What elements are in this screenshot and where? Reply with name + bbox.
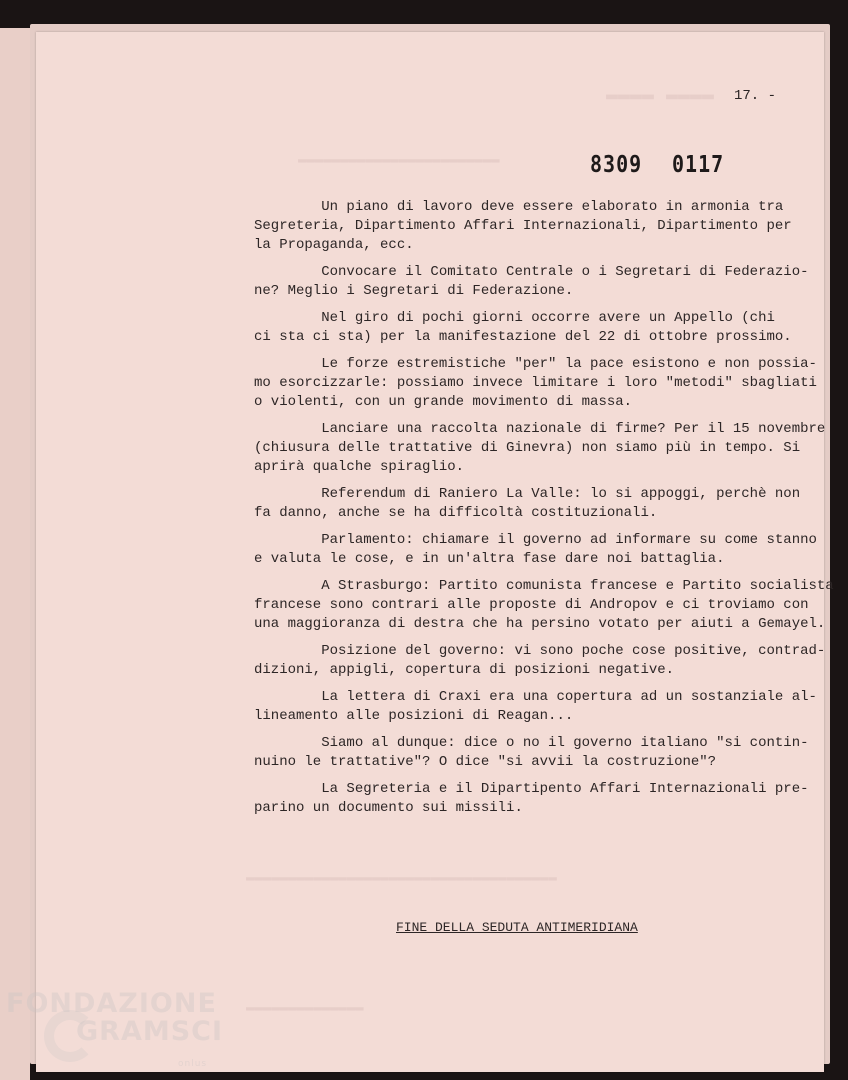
archive-stamp-right: 0117: [672, 150, 725, 178]
bleed-through: ▬▬▬▬▬▬▬▬▬▬▬▬▬▬: [246, 1000, 364, 1016]
paragraph: Referendum di Raniero La Valle: lo si appoggi, perchè non fa danno, anche se ha difficoltà costituzionali.: [254, 486, 801, 521]
paragraph: Un piano di lavoro deve essere elaborato in armonia tra Segreteria, Dipartimento Affari Internazionali, Dipartimento per la Propaganda, ecc.: [254, 199, 792, 253]
archive-stamp-left: 8309: [590, 150, 643, 178]
paragraph: Convocare il Comitato Centrale o i Segretari di Federazio- ne? Meglio i Segretari di Federazione.: [254, 264, 809, 299]
bleed-through: ▬▬▬▬ ▬▬▬▬: [606, 84, 715, 107]
paragraph: La lettera di Craxi era una copertura ad un sostanziale al- lineamento alle posizioni di Reagan...: [254, 689, 817, 724]
back-sheet: [0, 28, 30, 1080]
g-logo-icon: [44, 1010, 96, 1062]
bleed-through: ▬▬▬▬▬▬▬▬▬▬▬▬▬▬▬▬▬▬▬▬▬▬▬▬: [298, 152, 500, 168]
paragraph: Le forze estremistiche "per" la pace esistono e non possia- mo esorcizzarle: possiamo invece limitare i loro "metodi" sbagliati o violenti, con un grande movimento di massa.: [254, 356, 817, 410]
logo-line-2: GRAMSCI: [76, 1016, 224, 1047]
logo-small-text: onlus: [178, 1059, 208, 1069]
paragraph: Lanciare una raccolta nazionale di firme? Per il 15 novembre (chiusura delle trattative di Ginevra) non siamo più in tempo. Si aprirà qualche spiraglio.: [254, 421, 826, 475]
fondazione-gramsci-logo: [6, 988, 224, 1069]
paragraph: Nel giro di pochi giorni occorre avere un Appello (chi ci sta ci sta) per la manifestazione del 22 di ottobre prossimo.: [254, 310, 792, 345]
bleed-through: ▬▬▬▬▬▬▬▬▬▬▬▬▬▬▬▬▬▬▬▬▬▬▬▬▬▬▬▬▬▬▬▬▬▬▬▬▬: [246, 870, 557, 886]
paragraph: A Strasburgo: Partito comunista francese e Partito socialista francese sono contrari alle proposte di Andropov e ci troviamo con una maggioranza di destra che ha persino votato per aiuti a Gemayel.: [254, 578, 834, 632]
body-text: [254, 198, 834, 826]
page-number: 17. -: [734, 88, 777, 104]
paragraph: Siamo al dunque: dice o no il governo italiano "si contin- nuino le trattative"? O dice "si avvii la costruzione"?: [254, 735, 809, 770]
paragraph: Posizione del governo: vi sono poche cose positive, contrad- dizioni, appigli, copertura di posizioni negative.: [254, 643, 826, 678]
paragraph: La Segreteria e il Dipartipento Affari Internazionali pre- parino un documento sui missili.: [254, 781, 809, 816]
paragraph: Parlamento: chiamare il governo ad informare su come stanno e valuta le cose, e in un'altra fase dare noi battaglia.: [254, 532, 817, 567]
logo-line-1: FONDAZIONE: [6, 988, 217, 1019]
end-of-session-heading: FINE DELLA SEDUTA ANTIMERIDIANA: [396, 920, 638, 935]
